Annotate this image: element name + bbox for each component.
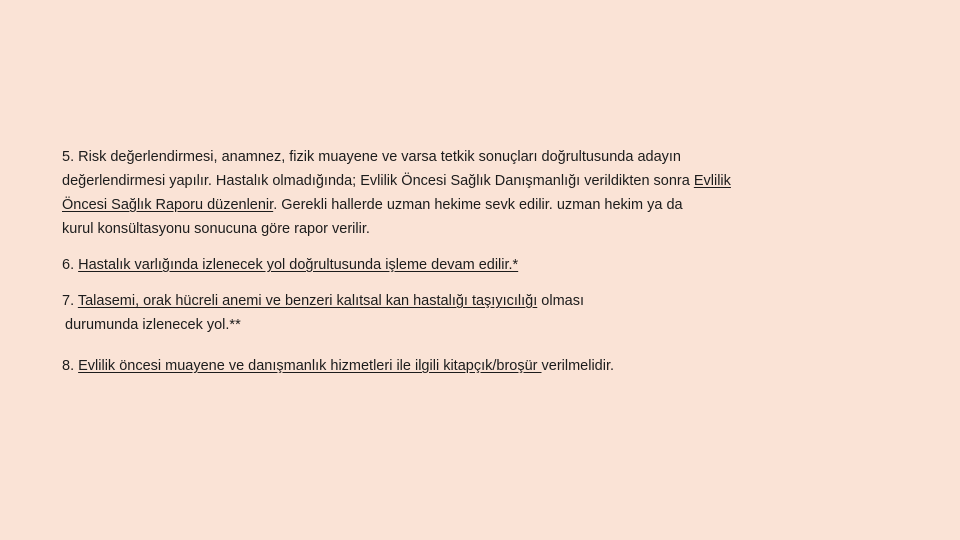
slide-body: [62, 145, 862, 378]
item-7-line-2: [62, 313, 862, 337]
item-7-underlined: Talasemi, orak hücreli anemi ve benzeri kalıtsal kan hastalığı taşıyıcılığı: [77, 293, 538, 309]
item-5-line-2-text: değerlendirmesi yapılır. Hastalık olmadığında; Evlilik Öncesi Sağlık Danışmanlığı verildikten sonra: [62, 173, 694, 189]
item-8-paragraph: [62, 354, 862, 378]
item-6-paragraph: [62, 253, 862, 277]
item-6-underlined: Hastalık varlığında izlenecek yol doğrultusunda işleme devam edilir.*: [78, 257, 519, 273]
item-7-number: 7.: [62, 293, 78, 309]
item-7-tail: olması: [537, 293, 584, 309]
item-8-number: 8.: [62, 358, 79, 374]
item-5-line-2: [62, 169, 862, 193]
item-5-line-3-text: . Gerekli hallerde uzman hekime sevk edilir. uzman hekim ya da: [273, 197, 683, 213]
item-7-line-2-text: durumunda izlenecek yol.**: [65, 317, 241, 333]
item-5-line-4-text: kurul konsültasyonu sonucuna göre rapor verilir.: [62, 221, 370, 237]
item-5-line-3: [62, 193, 862, 217]
item-5-line-1-text: 5. Risk değerlendirmesi, anamnez, fizik muayene ve varsa tetkik sonuçları doğrultusunda adayın: [62, 149, 681, 165]
item-6-number: 6.: [62, 257, 79, 273]
item-7-line-1: [62, 289, 862, 313]
item-8-underlined: Evlilik öncesi muayene ve danışmanlık hizmetleri ile ilgili kitapçık/broşür: [78, 358, 542, 374]
item-5-line-1: [62, 145, 862, 169]
item-5-line-3-underlined: Öncesi Sağlık Raporu düzenlenir: [62, 197, 274, 213]
item-8-tail: verilmelidir.: [541, 358, 615, 374]
item-5-line-4: [62, 217, 862, 241]
item-5-line-2-underlined: Evlilik: [693, 173, 731, 189]
item-7-paragraph: [62, 289, 862, 337]
item-5-paragraph: [62, 145, 862, 241]
